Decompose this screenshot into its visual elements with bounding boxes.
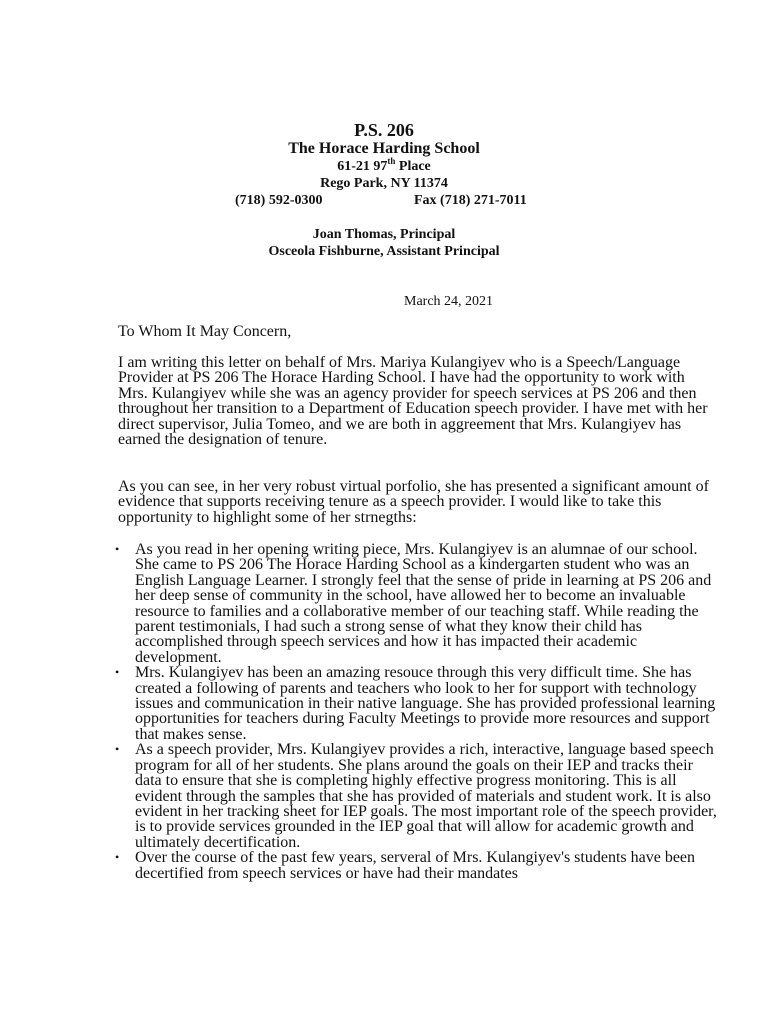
address-suffix: Place bbox=[395, 159, 431, 174]
salutation: To Whom It May Concern, bbox=[118, 323, 292, 340]
strength-list-item bbox=[115, 541, 718, 666]
letter-date: March 24, 2021 bbox=[404, 294, 494, 309]
body-paragraph: I am writing this letter on behalf of Mrs. Mariya Kulangiyev who is a Speech/Language Provider at PS 206 The Horace Harding School. I have had the opportunity to work with Mrs. Kulangiyev while she was an agency provider for speech services at PS 206 and then throughout her transition to a Department of Education speech provider. I have met with her direct supervisor, Julia Tomeo, and we are both in aggreement that Mrs. Kulangiyev has earned the designation of tenure. bbox=[118, 354, 708, 449]
school-number: P.S. 206 bbox=[354, 120, 414, 140]
bullet-icon: • bbox=[115, 742, 120, 757]
assistant-principal-name: Osceola Fishburne, Assistant Principal bbox=[268, 244, 500, 259]
bullet-icon: • bbox=[115, 665, 120, 680]
principal-name: Joan Thomas, Principal bbox=[312, 227, 456, 242]
address-prefix: 61-21 97 bbox=[337, 159, 388, 174]
contact-row bbox=[0, 192, 768, 209]
strength-list-item bbox=[115, 741, 718, 851]
strength-list-item bbox=[115, 849, 718, 882]
bullet-icon: • bbox=[115, 850, 120, 865]
strength-list-item bbox=[115, 664, 718, 743]
school-name: The Horace Harding School bbox=[288, 140, 480, 157]
strength-text: Mrs. Kulangiyev has been an amazing resouce through this very difficult time. She has created a following of parents and teachers who look to her for support with technology issues and communication in their native language. She has provided professional learning opportunities for teachers during Faculty Meetings to provide more resources and support that makes sense. bbox=[135, 664, 716, 743]
strengths-list bbox=[115, 541, 718, 882]
city-state-zip: Rego Park, NY 11374 bbox=[320, 176, 448, 191]
street-address bbox=[0, 158, 768, 175]
address-ordinal: th bbox=[387, 156, 396, 166]
strength-text: Over the course of the past few years, serveral of Mrs. Kulangiyev's students have been decertified from speech services or have had their mandates bbox=[135, 849, 696, 882]
strength-text: As you read in her opening writing piece, Mrs. Kulangiyev is an alumnae of our school. She came to PS 206 The Horace Harding School as a kindergarten student who was an English Language Learner. I strongly feel that the sense of pride in learning at PS 206 and her deep sense of community in the school, have allowed her to become an invaluable resource to families and a collaborative member of our teaching staff. While reading the parent testimonials, I had such a strong sense of what they know their child has accomplished through speech services and how it has impacted their academic development. bbox=[135, 541, 712, 666]
fax-number: Fax (718) 271-7011 bbox=[414, 193, 527, 208]
body-paragraph: As you can see, in her very robust virtual porfolio, she has presented a significant amount of evidence that supports receiving tenure as a speech provider. I would like to take this opportunity to highlight some of her strnegths: bbox=[118, 478, 709, 526]
strength-text: As a speech provider, Mrs. Kulangiyev provides a rich, interactive, language based speech program for all of her students. She plans around the goals on their IEP and tracks their data to ensure that she is completing highly effective progress monitoring. This is all evident through the samples that she has provided of materials and student work. It is also evident in her tracking sheet for IEP goals. The most important role of the speech provider, is to provide services grounded in the IEP goal that will allow for academic growth and ultimately decertification. bbox=[135, 741, 717, 851]
letterhead bbox=[0, 120, 768, 260]
bullet-icon: • bbox=[115, 542, 120, 556]
phone-number: (718) 592-0300 bbox=[235, 193, 323, 208]
